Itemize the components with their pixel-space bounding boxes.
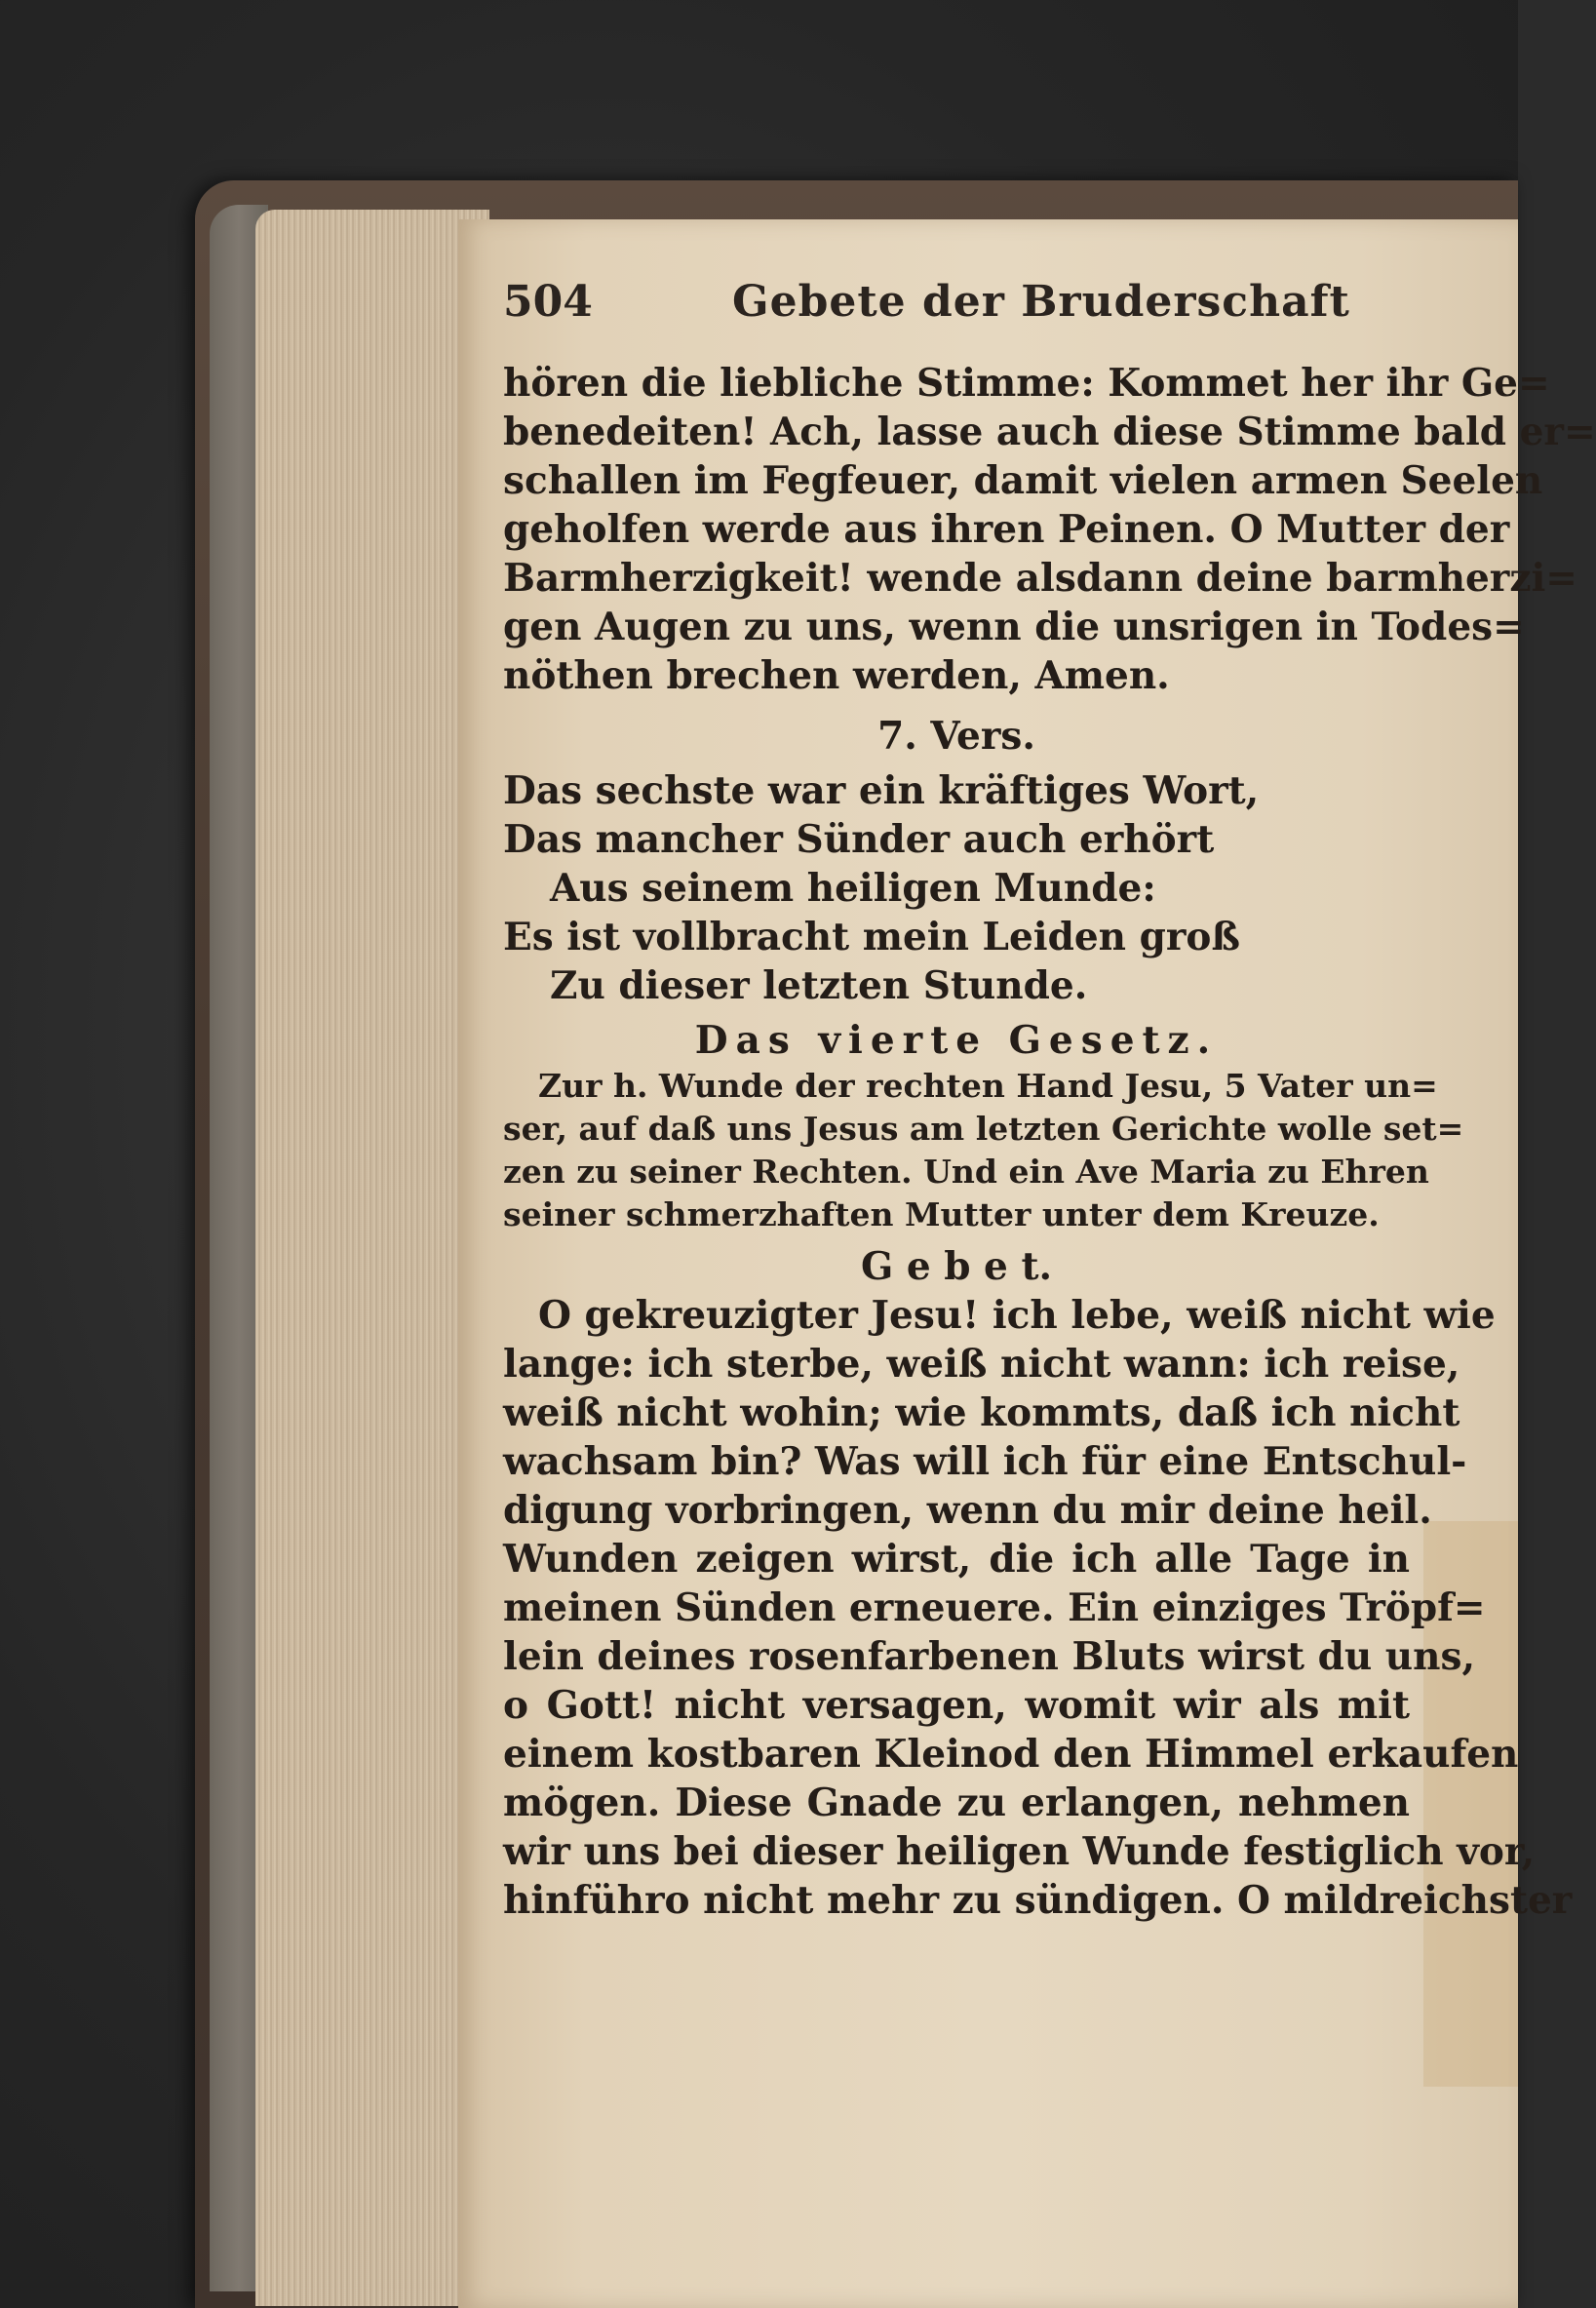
prayer-line: lange: ich sterbe, weiß nicht wann: ich reise, (503, 1342, 1460, 1387)
prayer-line: mögen. Diese Gnade zu erlangen, nehmen (503, 1780, 1410, 1825)
prayer-heading: G e b e t. (860, 1244, 1053, 1289)
instruction-line: ser, auf daß uns Jesus am letzten Gerichte wolle set= (503, 1110, 1464, 1148)
verse-line: Es ist vollbracht mein Leiden groß (503, 915, 1241, 959)
verse-line: Zu dieser letzten Stunde. (550, 963, 1088, 1008)
page-edges (255, 210, 489, 2306)
prayer-line: hinführo nicht mehr zu sündigen. O mildreichster (503, 1878, 1573, 1923)
page-header (503, 277, 1488, 335)
prayer-line: wir uns bei dieser heiligen Wunde festiglich vor, (503, 1829, 1536, 1874)
text-line: schallen im Fegfeuer, damit vielen armen Seelen (503, 458, 1543, 503)
instruction-line: zen zu seiner Rechten. Und ein Ave Maria zu Ehren (503, 1153, 1429, 1191)
text-line: benedeiten! Ach, lasse auch diese Stimme bald er= (503, 410, 1596, 454)
prayer-line: wachsam bin? Was will ich für eine Entschul- (503, 1439, 1467, 1484)
prayer-line: o Gott! nicht versagen, womit wir als mit (503, 1683, 1410, 1728)
prayer-line: O gekreuzigter Jesu! ich lebe, weiß nicht wie (538, 1293, 1496, 1338)
running-title: Gebete der Bruderschaft (732, 277, 1350, 327)
prayer-line: einem kostbaren Kleinod den Himmel erkaufen (503, 1732, 1519, 1777)
law-heading: Das vierte Gesetz. (694, 1018, 1219, 1063)
text-line: Barmherzigkeit! wende alsdann deine barmherzi= (503, 556, 1577, 601)
page-text (503, 359, 1596, 1925)
verse-line: Das mancher Sünder auch erhört (503, 817, 1215, 862)
text-line: hören die liebliche Stimme: Kommet her ihr Ge= (503, 361, 1550, 406)
page-number: 504 (503, 277, 593, 327)
prayer-line: meinen Sünden erneuere. Ein einziges Tröpf= (503, 1585, 1486, 1630)
text-line: gen Augen zu uns, wenn die unsrigen in Todes= (503, 605, 1525, 649)
text-line: nöthen brechen werden, Amen. (503, 653, 1170, 698)
verse-heading: 7. Vers. (877, 714, 1035, 759)
instruction-line: Zur h. Wunde der rechten Hand Jesu, 5 Vater un= (538, 1067, 1438, 1105)
text-line: geholfen werde aus ihren Peinen. O Mutter der (503, 507, 1510, 552)
instruction-line: seiner schmerzhaften Mutter unter dem Kreuze. (503, 1195, 1380, 1233)
prayer-line: lein deines rosenfarbenen Bluts wirst du uns, (503, 1634, 1476, 1679)
prayer-line: weiß nicht wohin; wie kommts, daß ich nicht (503, 1390, 1460, 1435)
prayer-line: Wunden zeigen wirst, die ich alle Tage in (503, 1537, 1410, 1582)
verse-line: Aus seinem heiligen Munde: (550, 866, 1156, 911)
prayer-line: digung vorbringen, wenn du mir deine heil. (503, 1488, 1432, 1533)
verse-line: Das sechste war ein kräftiges Wort, (503, 768, 1260, 813)
